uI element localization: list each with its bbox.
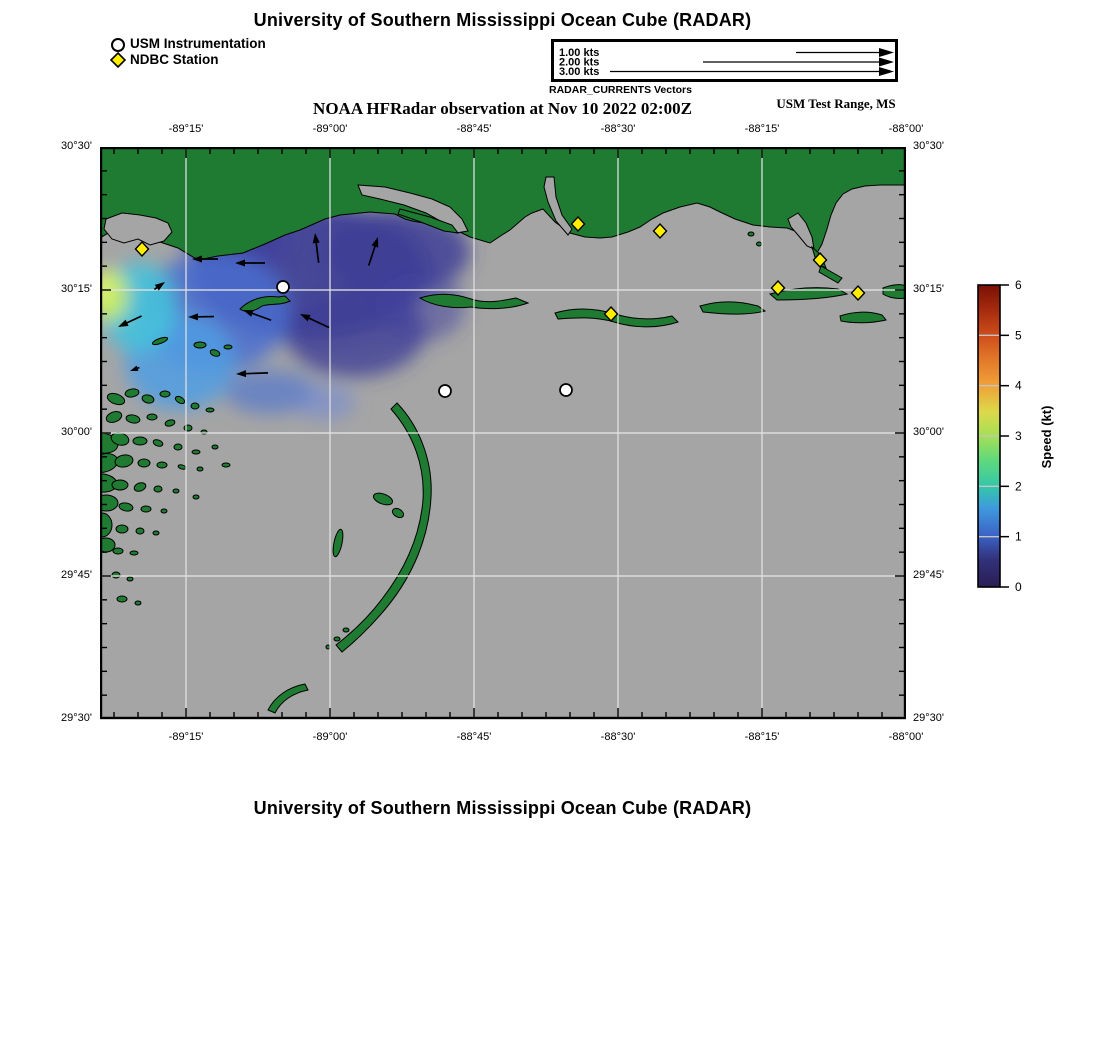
lon-label-top: -88°00' [888,123,924,135]
lon-label-top: -89°00' [312,123,348,135]
marsh-islet [138,459,150,467]
marsh-islet [224,345,232,349]
lon-label-top: -88°15' [744,123,780,135]
lon-label-top: -89°15' [168,123,204,135]
legend-label-ndbc: NDBC Station [130,52,219,67]
colorbar-tick-label: 1 [1015,529,1022,544]
vector-scale-arrowhead [879,67,894,76]
lon-label-top: -88°45' [456,123,492,135]
marsh-islet [748,232,754,236]
vector-scale-caption: RADAR_CURRENTS Vectors [549,84,692,96]
marsh-islet [173,489,179,493]
marsh-islet [193,495,199,499]
colorbar-tick-label: 0 [1015,580,1022,594]
usm-instrumentation-marker [560,384,572,396]
lat-label-right: 29°45' [913,569,944,581]
colorbar-title: Speed (kt) [1039,405,1054,469]
map-legend [110,36,266,68]
marsh-islet [112,480,128,490]
marsh-islet [191,403,199,409]
marsh-islet [153,531,159,535]
marsh-islet [160,391,170,397]
usm-instrumentation-marker [277,281,289,293]
marsh-islet [184,425,192,431]
map-plot [100,147,906,720]
marsh-islet [133,437,147,445]
marsh-islet [135,601,141,605]
lat-label-right: 29°30' [913,712,944,724]
vector-scale-box [551,39,898,82]
marsh-islet [147,414,157,420]
lon-label-bottom: -89°00' [312,731,348,743]
speed-field-spot [295,384,355,420]
usm-instrumentation-marker [439,385,451,397]
lat-label-right: 30°15' [913,283,944,295]
marsh-islet [343,628,349,632]
figure-title-bottom: University of Southern Mississippi Ocean Cube (RADAR) [253,798,752,818]
vector-scale-arrowhead [879,58,894,67]
colorbar-tick-label: 3 [1015,429,1022,443]
marsh-islet [206,408,214,412]
lon-label-bottom: -88°45' [456,731,492,743]
marsh-islet [112,572,120,578]
lon-label-bottom: -89°15' [168,731,204,743]
marsh-islet [757,242,762,246]
legend-row-ndbc [110,52,266,68]
marsh-islet [116,525,128,533]
lat-label-left: 29°45' [61,569,92,581]
lat-label-left: 30°30' [61,140,92,152]
colorbar-tick-label: 4 [1015,378,1022,393]
marsh-islet [174,444,182,450]
ndbc-station-icon [110,52,127,68]
usm-instrumentation-icon [110,36,127,52]
vector-scale-diagram [554,42,895,79]
marsh-islet [100,495,118,511]
marsh-islet [113,548,123,554]
marsh-islet [141,506,151,512]
marsh-islet [154,486,162,492]
legend-row-usm [110,36,266,52]
marsh-islet [100,538,115,552]
colorbar-tick-label: 6 [1015,280,1022,292]
colorbar-tick-label: 2 [1015,479,1022,494]
marsh-islet [197,467,203,471]
marsh-islet [117,596,127,602]
lat-label-right: 30°00' [913,426,944,438]
vector-scale-label: 3.00 kts [559,66,600,78]
colorbar-tick-label: 5 [1015,328,1022,343]
lon-label-bottom: -88°15' [744,731,780,743]
marsh-islet [334,637,340,641]
lat-label-left: 29°30' [61,712,92,724]
legend-label-usm: USM Instrumentation [130,36,266,51]
vector-scale-label: 2.00 kts [559,56,600,69]
figure-title-top: University of Southern Mississippi Ocean Cube (RADAR) [253,10,752,30]
lon-label-bottom: -88°00' [888,731,924,743]
lon-label-top: -88°30' [600,123,636,135]
marsh-islet [127,577,133,581]
marsh-islet [212,445,218,449]
marsh-islet [222,463,230,467]
marsh-islet [136,528,144,534]
test-range-label: USM Test Range, MS [776,96,896,111]
colorbar [975,280,1085,610]
marsh-islet [194,342,206,348]
marsh-islet [161,509,167,513]
observation-subtitle: NOAA HFRadar observation at Nov 10 2022 02:00Z [313,99,692,118]
lon-label-bottom: -88°30' [600,731,636,743]
marsh-islet [157,462,167,468]
lat-label-left: 30°00' [61,426,92,438]
marsh-islet [130,551,138,555]
lat-label-right: 30°30' [913,140,944,152]
island-southeast [840,312,886,323]
lat-label-left: 30°15' [61,283,92,295]
vector-scale-label: 1.00 kts [559,47,600,59]
marsh-islet [192,450,200,454]
vector-scale-arrowhead [879,48,894,57]
